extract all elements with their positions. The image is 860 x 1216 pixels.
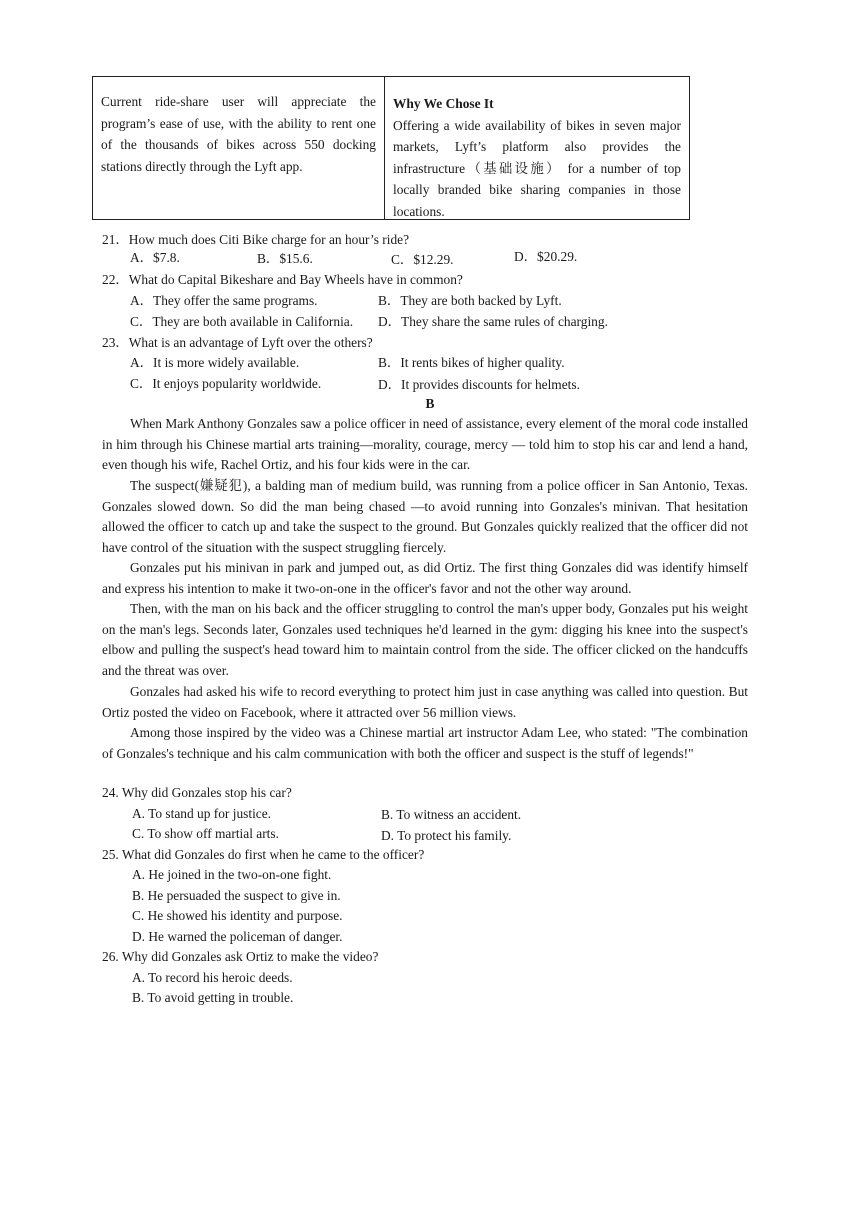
q23-option-c: C．It enjoys popularity worldwide. (130, 376, 322, 391)
question-26: 26. Why did Gonzales ask Ortiz to make the video? (102, 949, 379, 964)
table-right-cell (385, 77, 689, 219)
q26-option-a: A. To record his heroic deeds. (132, 970, 293, 985)
q24-option-b: B. To witness an accident. (381, 807, 522, 822)
q23-option-a: A．It is more widely available. (130, 355, 300, 370)
q21-option-c: C．$12.29. (391, 252, 454, 267)
passage-paragraph-5: Gonzales had asked his wife to record everything to protect him just in case anything was called into question. But Ortiz posted the video on Facebook, where it attracted over 56 million views. (102, 684, 748, 720)
table-left-cell: Current ride-share user will appreciate the program’s ease of use, with the ability to rent one of the thousands of bikes across 550 docking stations directly through the Lyft app. (93, 77, 385, 219)
question-22: 22．What do Capital Bikeshare and Bay Wheels have in common? (102, 272, 463, 287)
q25-option-b: B. He persuaded the suspect to give in. (132, 888, 341, 903)
table-right-heading: Why We Chose It (393, 96, 494, 111)
info-table (92, 76, 690, 220)
passage-paragraph-2: The suspect(嫌疑犯), a balding man of medium build, was running from a police officer in San Antonio, Texas. Gonzales slowed down. So did the man being chased —to avoid running into Gonzales's minivan. That hesitation allowed the officer to catch up and take the suspect to the ground. But Gonzales quickly realized that the officer did not have control of the situation with the suspect struggling fiercely. (102, 478, 748, 555)
question-23: 23．What is an advantage of Lyft over the others? (102, 335, 373, 350)
q22-option-d: D．They share the same rules of charging. (378, 314, 608, 329)
question-24: 24. Why did Gonzales stop his car? (102, 785, 292, 800)
q22-option-b: B．They are both backed by Lyft. (378, 293, 562, 308)
question-25: 25. What did Gonzales do first when he came to the officer? (102, 847, 425, 862)
q21-option-a: A．$7.8. (130, 250, 180, 265)
q24-option-c: C. To show off martial arts. (132, 826, 279, 841)
passage-paragraph-4: Then, with the man on his back and the officer struggling to control the man's upper body, Gonzales put his weight on the man's legs. Seconds later, Gonzales used techniques he'd learned in the gym: digging his knee into the suspect's elbow and pulling the suspect's head toward him to maintain control from the side. The officer clicked on the handcuffs and the threat was over. (102, 601, 748, 678)
q22-option-a: A．They offer the same programs. (130, 293, 318, 308)
section-b-label: B (425, 396, 435, 411)
q26-option-b: B. To avoid getting in trouble. (132, 990, 294, 1005)
q21-option-b: B．$15.6. (257, 251, 313, 266)
q22-option-c: C．They are both available in California. (130, 314, 354, 329)
passage-paragraph-6: Among those inspired by the video was a Chinese martial art instructor Adam Lee, who stated: "The combination of Gonzales's technique and his calm communication with both the officer and suspect is the stuff of legends!" (102, 725, 748, 761)
question-21: 21．How much does Citi Bike charge for an hour’s ride? (102, 232, 410, 247)
q23-option-d: D．It provides discounts for helmets. (378, 377, 580, 392)
q25-option-a: A. He joined in the two-on-one fight. (132, 867, 332, 882)
passage-paragraph-3: Gonzales put his minivan in park and jumped out, as did Ortiz. The first thing Gonzales did was identify himself and express his intention to make it two-on-one in the officer's favor and not the other way around. (102, 560, 748, 596)
q24-option-d: D. To protect his family. (381, 828, 512, 843)
passage-paragraph-1: When Mark Anthony Gonzales saw a police officer in need of assistance, every element of the moral code installed in him through his Chinese martial arts training—morality, courage, mercy — told him to stop his car and lend a hand, even though his wife, Rachel Ortiz, and his four kids were in the car. (102, 416, 748, 473)
q21-option-d: D．$20.29. (514, 249, 578, 264)
q24-option-a: A. To stand up for justice. (132, 806, 272, 821)
q25-option-d: D. He warned the policeman of danger. (132, 929, 343, 944)
table-right-text: Offering a wide availability of bikes in seven major markets, Lyft’s platform also provides the infrastructure（基础设施） for a number of top locally branded bike sharing companies in those locations. (393, 117, 681, 219)
q23-option-b: B．It rents bikes of higher quality. (378, 355, 565, 370)
q25-option-c: C. He showed his identity and purpose. (132, 908, 343, 923)
